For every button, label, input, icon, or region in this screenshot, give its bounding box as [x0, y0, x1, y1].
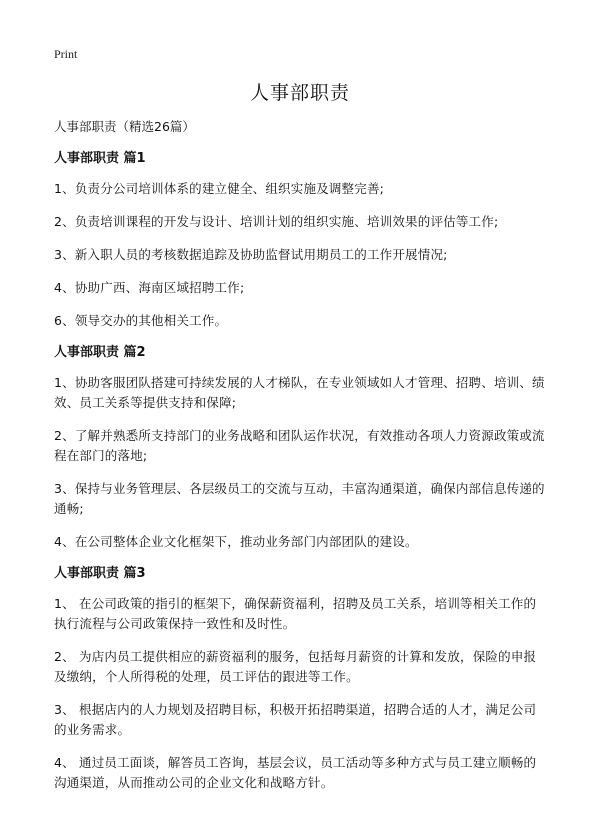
list-item: 2、 为店内员工提供相应的薪资福利的服务，包括每月薪资的计算和发放，保险的申报及缴纳，个人所得税的处理，员工评估的跟进等工作。 [54, 649, 537, 684]
list-item: 1、 在公司政策的指引的框架下，确保薪资福利，招聘及员工关系，培训等相关工作的执行流程与公司政策保持一致性和及时性。 [54, 596, 537, 631]
page-title: 人事部职责 [249, 82, 350, 104]
document-subtitle: 人事部职责（精选26篇） [54, 119, 195, 134]
list-item: 4、 通过员工面谈，解答员工咨询，基层会议，员工活动等多种方式与员工建立顺畅的沟通渠道，从而推动公司的企业文化和战略方针。 [54, 755, 537, 790]
section-2 [54, 344, 546, 552]
section-heading: 人事部职责 篇1 [54, 151, 146, 166]
section-heading: 人事部职责 篇3 [54, 566, 146, 581]
list-item: 2、了解并熟悉所支持部门的业务战略和团队运作状况，有效推动各项人力资源政策或流程在部门的落地; [54, 428, 545, 463]
list-item: 1、负责分公司培训体系的建立健全、组织实施及调整完善; [54, 181, 385, 196]
list-item: 3、新入职人员的考核数据追踪及协助监督试用期员工的工作开展情况; [54, 247, 448, 262]
print-link[interactable]: Print [54, 47, 78, 61]
list-item: 4、协助广西、海南区域招聘工作; [54, 280, 245, 295]
list-item: 1、协助客服团队搭建可持续发展的人才梯队，在专业领域如人才管理、招聘、培训、绩效、员工关系等提供支持和保障; [54, 375, 545, 410]
document-body [54, 118, 546, 806]
section-heading: 人事部职责 篇2 [54, 345, 146, 360]
section-3 [54, 565, 546, 793]
list-item: 2、负责培训课程的开发与设计、培训计划的组织实施、培训效果的评估等工作; [54, 214, 499, 229]
list-item: 3、保持与业务管理层、各层级员工的交流与互动，丰富沟通渠道，确保内部信息传递的通畅; [54, 481, 545, 516]
section-1 [54, 150, 546, 331]
list-item: 4、在公司整体企业文化框架下，推动业务部门内部团队的建设。 [54, 534, 418, 549]
list-item: 3、 根据店内的人力规划及招聘目标，积极开拓招聘渠道，招聘合适的人才，满足公司的业务需求。 [54, 702, 537, 737]
list-item: 6、领导交办的其他相关工作。 [54, 313, 228, 328]
